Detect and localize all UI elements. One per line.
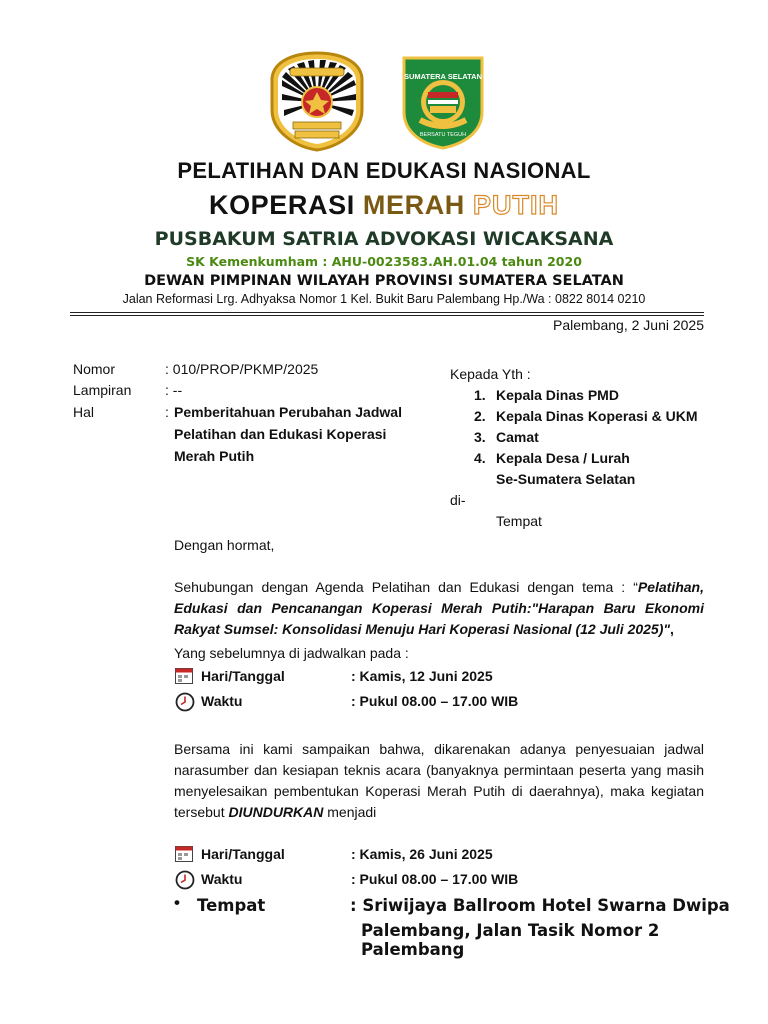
greeting: Dengan hormat, (174, 537, 275, 553)
sched2-time-label: Waktu (201, 871, 243, 887)
recipient-intro: Kepada Yth : (450, 366, 531, 382)
p2-text-a: Bersama ini kami sampaikan bahwa, dikarenakan adanya penyesuaian jadwal narasumber dan kesiapan teknis acara (banyaknya permintaan peserta yang masih menyelesaikan pembentukan Koperasi Merah Putih di daerahnya), maka kegiatan tersebut (174, 741, 704, 820)
sched2-time-value: : Pukul 08.00 – 17.00 WIB (351, 871, 519, 887)
recipient-item-1: Kepala Dinas PMD (496, 387, 619, 403)
title-word-merah: MERAH (362, 190, 465, 220)
logo-caption-top: SUMATERA SELATAN (403, 72, 483, 81)
sumsel-emblem-logo (398, 52, 488, 150)
organization-name: PUSBAKUM SATRIA ADVOKASI WICAKSANA (154, 228, 614, 250)
dpw-name: DEWAN PIMPINAN WILAYAH PROVINSI SUMATERA SELATAN (144, 273, 624, 289)
recipient-tempat: Tempat (496, 513, 542, 529)
sched2-place-value-line2: Palembang, Jalan Tasik Nomor 2 Palembang (361, 921, 660, 959)
hal-value-line2: Pelatihan dan Edukasi Koperasi (174, 426, 387, 442)
letterhead-title: PELATIHAN DAN EDUKASI NASIONAL (177, 158, 591, 183)
paragraph-theme (174, 577, 704, 640)
recipient-item-4-cont: Se-Sumatera Selatan (496, 471, 636, 487)
recipient-num-3: 3. (474, 429, 486, 445)
recipient-item-3: Camat (496, 429, 539, 445)
recipient-item-4: Kepala Desa / Lurah (496, 450, 630, 466)
paragraph-postponement (174, 739, 704, 823)
calendar-icon (175, 668, 193, 684)
recipient-num-4: 4. (474, 450, 486, 466)
p1-theme-title: Pelatihan, Edukasi dan Pencanangan Koperasi Merah Putih (174, 579, 704, 616)
header-divider (70, 312, 704, 313)
sched2-place-label: Tempat (197, 896, 266, 915)
sched1-date-value: : Kamis, 12 Juni 2025 (351, 668, 493, 684)
hal-value-line3: Merah Putih (174, 448, 255, 464)
p1-theme-subtitle: :"Harapan Baru Ekonomi Rakyat Sumsel: Konsolidasi Menuju Hari Koperasi Nasional (12 Juli 2025)" (174, 600, 704, 637)
lampiran-label: Lampiran (73, 382, 132, 398)
logo-caption-bottom: BERSATU TEGUH (419, 132, 467, 138)
letter-date: Palembang, 2 Juni 2025 (553, 317, 704, 333)
hal-colon: : (165, 404, 169, 420)
sched2-date-label: Hari/Tanggal (201, 846, 285, 862)
recipient-num-1: 1. (474, 387, 486, 403)
sched2-place-value-line1: : Sriwijaya Ballroom Hotel Swarna Dwipa (350, 896, 730, 915)
clock-icon (175, 870, 195, 890)
sk-number: SK Kemenkumham : AHU-0023583.AH.01.04 tahun 2020 (186, 254, 582, 269)
sched1-time-label: Waktu (201, 693, 243, 709)
clock-icon (175, 692, 195, 712)
title-word-putih: PUTIH (473, 190, 560, 220)
p1-previous-schedule: Yang sebelumnya di jadwalkan pada : (174, 645, 409, 661)
p2-diundurkan: DIUNDURKAN (228, 804, 324, 820)
letterhead-subtitle (0, 190, 768, 221)
place-bullet: • (174, 893, 180, 912)
hal-value-line1: Pemberitahuan Perubahan Jadwal (174, 404, 402, 420)
sched1-time-value: : Pukul 08.00 – 17.00 WIB (351, 693, 519, 709)
emblem-logo-left (268, 50, 366, 152)
p1-text-a: Sehubungan dengan Agenda Pelatihan dan Edukasi dengan tema : “ (174, 579, 638, 595)
title-word-koperasi: KOPERASI (208, 190, 355, 220)
recipient-di: di- (450, 492, 466, 508)
recipient-num-2: 2. (474, 408, 486, 424)
hal-label: Hal (73, 404, 95, 420)
sched2-date-value: : Kamis, 26 Juni 2025 (351, 846, 493, 862)
nomor-value: : 010/PROP/PKMP/2025 (165, 361, 319, 377)
nomor-label: Nomor (73, 361, 116, 377)
calendar-icon (175, 846, 193, 862)
recipient-item-2: Kepala Dinas Koperasi & UKM (496, 408, 698, 424)
letterhead-address: Jalan Reformasi Lrg. Adhyaksa Nomor 1 Kel. Bukit Baru Palembang Hp./Wa : 0822 8014 0210 (122, 292, 646, 306)
p2-text-c: menjadi (323, 804, 377, 820)
p1-comma: , (670, 621, 674, 637)
sched1-date-label: Hari/Tanggal (201, 668, 285, 684)
lampiran-value: : -- (165, 382, 183, 398)
